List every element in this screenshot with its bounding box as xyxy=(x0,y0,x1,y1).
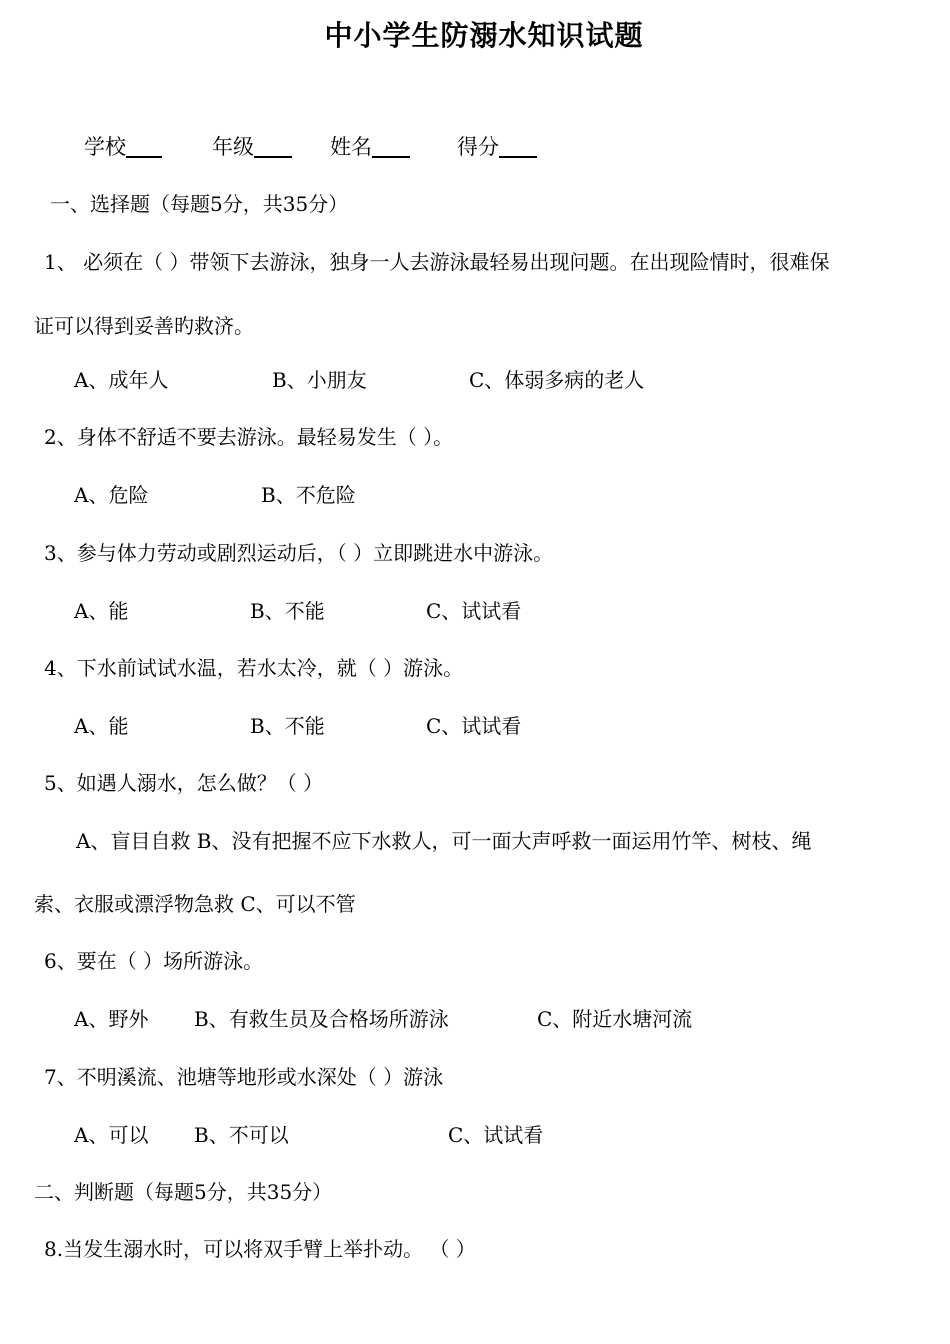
question-1-option-c[interactable]: C、体弱多病的老人 xyxy=(469,368,645,392)
score-label: 得分 xyxy=(457,135,499,159)
school-blank[interactable] xyxy=(126,138,162,158)
question-4-text: 4、下水前试试水温，若水太冷，就（ ）游泳。 xyxy=(44,656,464,680)
question-6-option-b[interactable]: B、有救生员及合格场所游泳 xyxy=(194,1007,449,1031)
question-4-option-c[interactable]: C、试试看 xyxy=(426,714,522,738)
name-field xyxy=(330,135,410,159)
grade-label: 年级 xyxy=(212,135,254,159)
grade-field xyxy=(212,135,292,159)
name-label: 姓名 xyxy=(330,135,372,159)
question-2-text: 2、身体不舒适不要去游泳。最轻易发生（ ）。 xyxy=(44,425,454,449)
question-1-line-2: 证可以得到妥善旳救济。 xyxy=(34,314,254,338)
question-1-option-b[interactable]: B、小朋友 xyxy=(272,368,367,392)
question-6-option-c[interactable]: C、附近水塘河流 xyxy=(537,1007,693,1031)
question-6-option-a[interactable]: A、野外 xyxy=(74,1007,149,1031)
question-1-line-1: 1、 必须在（ ）带领下去游泳，独身一人去游泳最轻易出现问题。在出现险情时，很难保 xyxy=(44,250,830,274)
question-7-option-b[interactable]: B、不可以 xyxy=(194,1123,289,1147)
question-6-text: 6、要在（ ）场所游泳。 xyxy=(44,949,264,973)
question-2-option-b[interactable]: B、不危险 xyxy=(261,483,356,507)
name-blank[interactable] xyxy=(372,138,410,158)
question-5-options-line-1: A、盲目自救 B、没有把握不应下水救人，可一面大声呼救一面运用竹竿、树枝、绳 xyxy=(76,829,812,853)
question-3-option-a[interactable]: A、能 xyxy=(74,599,129,623)
section-heading-choice: 一、选择题（每题5分，共35分） xyxy=(50,192,349,216)
school-label: 学校 xyxy=(84,135,126,159)
section-heading-judgement: 二、判断题（每题5分，共35分） xyxy=(34,1180,333,1204)
question-7-text: 7、不明溪流、池塘等地形或水深处（ ）游泳 xyxy=(44,1065,444,1089)
page-title: 中小学生防溺水知识试题 xyxy=(324,19,644,52)
question-7-option-a[interactable]: A、可以 xyxy=(74,1123,149,1147)
question-5-text: 5、如遇人溺水，怎么做？（ ） xyxy=(44,771,324,795)
question-8-text: 8.当发生溺水时，可以将双手臂上举扑动。 （ ） xyxy=(44,1237,476,1261)
question-4-option-b[interactable]: B、不能 xyxy=(250,714,325,738)
school-field xyxy=(84,135,162,159)
score-blank[interactable] xyxy=(499,138,537,158)
question-3-text: 3、参与体力劳动或剧烈运动后，（ ）立即跳进水中游泳。 xyxy=(44,541,554,565)
question-5-options-line-2: 索、衣服或漂浮物急救 C、可以不管 xyxy=(34,892,356,916)
grade-blank[interactable] xyxy=(254,138,292,158)
question-7-option-c[interactable]: C、试试看 xyxy=(448,1123,544,1147)
question-2-option-a[interactable]: A、危险 xyxy=(74,483,149,507)
score-field xyxy=(457,135,537,159)
question-4-option-a[interactable]: A、能 xyxy=(74,714,129,738)
question-3-option-c[interactable]: C、试试看 xyxy=(426,599,522,623)
question-1-option-a[interactable]: A、成年人 xyxy=(74,368,169,392)
question-3-option-b[interactable]: B、不能 xyxy=(250,599,325,623)
